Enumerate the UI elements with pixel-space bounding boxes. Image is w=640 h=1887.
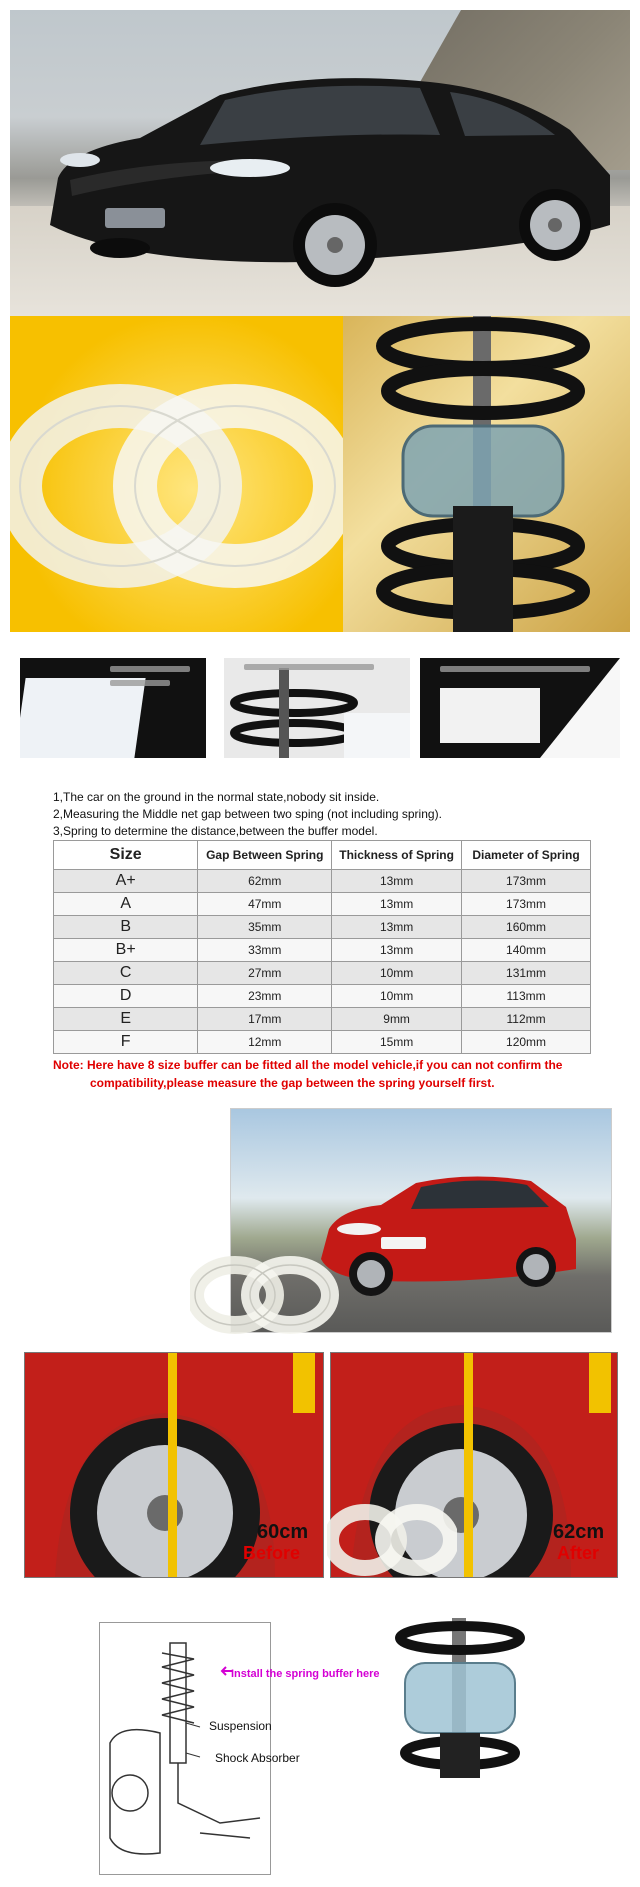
gap-cell: 12mm [198,1031,332,1054]
size-cell: B [54,916,198,939]
buffer-pair-photo [10,316,343,632]
blurred-caption [110,666,190,672]
thickness-cell: 10mm [332,985,462,1008]
table-row [54,939,591,962]
instruction-step-1: 1,The car on the ground in the normal state,nobody sit inside. [53,790,380,804]
size-cell: F [54,1031,198,1054]
diameter-cell: 173mm [462,870,591,893]
gap-cell: 33mm [198,939,332,962]
after-height-label: 62cm [553,1521,605,1543]
thickness-cell: 13mm [332,916,462,939]
table-row [54,1031,591,1054]
thickness-cell: 13mm [332,870,462,893]
shock-absorber-photo [343,316,630,632]
table-row [54,962,591,985]
measure-photo-2 [224,658,410,758]
table-row [54,870,591,893]
table-row [54,985,591,1008]
blurred-caption [110,680,170,686]
buffer-rings-small [190,1255,340,1335]
white-corner [540,658,620,758]
table-row [54,893,591,916]
suspension-line-drawing [100,1623,270,1874]
install-location-label: Install the spring buffer here [231,1668,380,1680]
diameter-cell: 173mm [462,893,591,916]
gap-cell: 17mm [198,1008,332,1031]
size-cell: A [54,893,198,916]
diameter-cell: 131mm [462,962,591,985]
diameter-cell: 120mm [462,1031,591,1054]
table-row [54,1008,591,1031]
table-row [54,916,591,939]
header-size: Size [54,841,198,870]
size-cell: E [54,1008,198,1031]
transparent-buffer-rings-illustration [10,316,343,632]
before-wheel-photo [24,1352,324,1578]
size-table [53,840,591,1054]
gap-cell: 23mm [198,985,332,1008]
header-gap: Gap Between Spring [198,841,332,870]
gap-cell: 27mm [198,962,332,985]
gap-cell: 62mm [198,870,332,893]
compatibility-note-line2: compatibility,please measure the gap between the spring yourself first. [90,1076,495,1090]
diameter-cell: 112mm [462,1008,591,1031]
ruler-card [440,688,540,743]
black-sedan-illustration [10,10,630,316]
before-label: Before [243,1543,301,1563]
table-header-row [54,841,591,870]
installed-buffer-photo [390,1618,530,1778]
gap-cell: 47mm [198,893,332,916]
before-height-label: 60cm [257,1521,309,1543]
suspension-diagram [99,1622,300,1875]
thickness-cell: 13mm [332,893,462,916]
paper-sheet [20,678,146,758]
size-cell: D [54,985,198,1008]
after-label: After [557,1543,600,1563]
hero-car-photo [10,10,630,316]
shock-absorber-label: Shock Absorber [215,1751,300,1765]
instruction-step-3: 3,Spring to determine the distance,between the buffer model. [53,824,378,838]
thickness-cell: 9mm [332,1008,462,1031]
compatibility-note-line1: Note: Here have 8 size buffer can be fitted all the model vehicle,if you can not confirm the [53,1058,563,1072]
diameter-cell: 160mm [462,916,591,939]
blurred-caption [440,666,590,672]
header-thickness: Thickness of Spring [332,841,462,870]
measure-photo-1 [20,658,206,758]
instruction-step-2: 2,Measuring the Middle net gap between two sping (not including spring). [53,807,442,821]
suspension-label: Suspension [209,1719,272,1733]
coilover-illustration [343,316,630,632]
size-cell: A+ [54,870,198,893]
size-cell: B+ [54,939,198,962]
thickness-cell: 13mm [332,939,462,962]
diameter-cell: 113mm [462,985,591,1008]
measure-photo-3 [420,658,620,758]
spring-gap-illustration [224,658,410,758]
thickness-cell: 15mm [332,1031,462,1054]
size-cell: C [54,962,198,985]
thickness-cell: 10mm [332,962,462,985]
diameter-cell: 140mm [462,939,591,962]
buffer-rings-between [327,1500,457,1576]
gap-cell: 35mm [198,916,332,939]
blurred-caption [244,664,374,670]
header-diameter: Diameter of Spring [462,841,591,870]
